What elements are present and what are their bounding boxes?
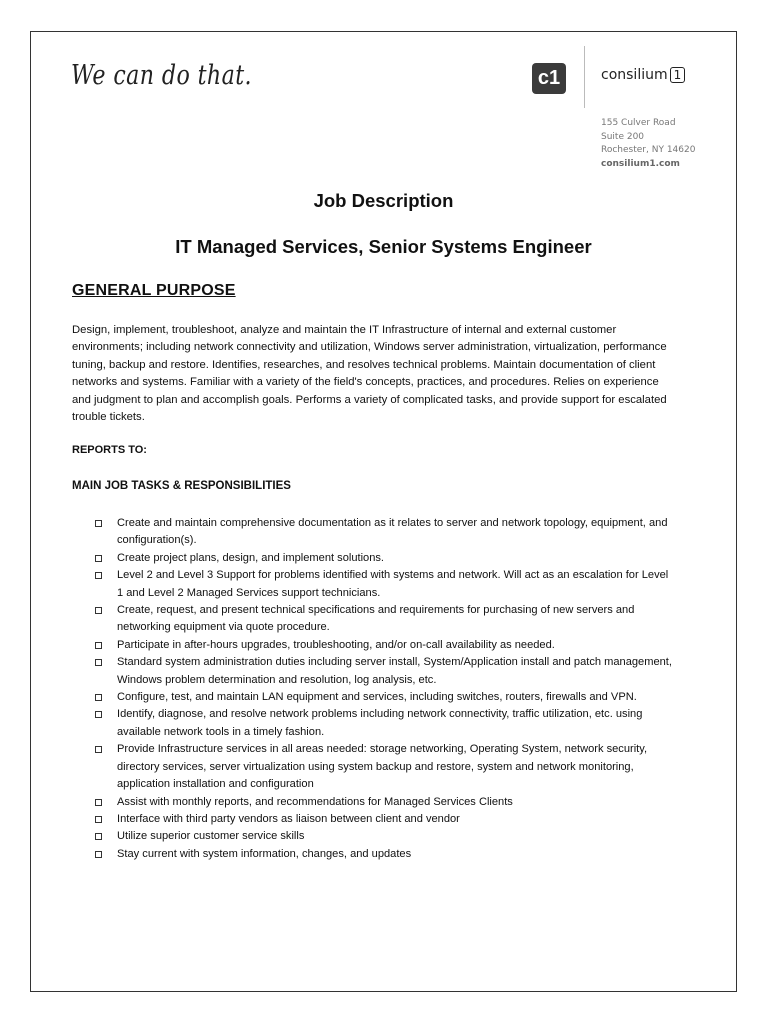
checkbox-bullet-icon — [95, 520, 102, 527]
checkbox-bullet-icon — [95, 572, 102, 579]
list-item — [93, 846, 673, 863]
list-item-text: Create, request, and present technical specifications and requirements for purchasing of new servers and networking equipment via quote procedure. — [117, 604, 635, 634]
checkbox-bullet-icon — [95, 607, 102, 614]
document-page — [30, 31, 737, 992]
checkbox-bullet-icon — [95, 816, 102, 823]
address-line: Suite 200 — [601, 131, 645, 142]
list-item — [93, 602, 673, 637]
list-item — [93, 794, 673, 811]
checkbox-bullet-icon — [95, 642, 102, 649]
tasks-list — [93, 515, 673, 863]
logo-divider — [584, 46, 585, 108]
list-item-text: Stay current with system information, changes, and updates — [117, 847, 412, 860]
checkbox-bullet-icon — [95, 851, 102, 858]
list-item — [93, 811, 673, 828]
company-website: consilium1.com — [601, 158, 680, 169]
list-item-text: Utilize superior customer service skills — [117, 830, 305, 843]
list-item-text: Identify, diagnose, and resolve network problems including network connectivity, traffic utilization, etc. using available network tools in a timely fashion. — [117, 708, 643, 738]
list-item — [93, 706, 673, 741]
address-line: Rochester, NY 14620 — [601, 145, 696, 155]
checkbox-bullet-icon — [95, 711, 102, 718]
list-item — [93, 550, 673, 567]
job-title: IT Managed Services, Senior Systems Engineer — [175, 236, 592, 257]
company-address — [601, 117, 695, 171]
checkbox-bullet-icon — [95, 746, 102, 753]
list-item-text: Provide Infrastructure services in all areas needed: storage networking, Operating System, network security, directory services, server virtualization using system backup and restore, system and network monitoring, application installation and configuration — [117, 743, 648, 791]
reports-to-label: REPORTS TO: — [72, 444, 147, 456]
address-line: 155 Culver Road — [601, 118, 676, 128]
list-item — [93, 689, 673, 706]
checkbox-bullet-icon — [95, 799, 102, 806]
checkbox-bullet-icon — [95, 833, 102, 840]
checkbox-bullet-icon — [95, 555, 102, 562]
list-item-text: Participate in after-hours upgrades, troubleshooting, and/or on-call availability as needed. — [117, 638, 555, 651]
list-item — [93, 828, 673, 845]
document-title: Job Description — [313, 190, 454, 211]
list-item-text: Standard system administration duties including server install, System/Application install and patch management, Windows problem determination and resolution, log analysis, etc. — [117, 656, 672, 686]
tasks-heading: MAIN JOB TASKS & RESPONSIBILITIES — [72, 480, 291, 492]
list-item-text: Assist with monthly reports, and recommendations for Managed Services Clients — [117, 795, 513, 808]
list-item — [93, 515, 673, 550]
list-item — [93, 654, 673, 689]
c1-logo-badge: c1 — [532, 63, 566, 94]
list-item-text: Create and maintain comprehensive documentation as it relates to server and network topology, equipment, and configuration(s). — [117, 517, 668, 547]
general-purpose-text: Design, implement, troubleshoot, analyze and maintain the IT Infrastructure of internal and external customer environments; including network connectivity and utilization, Windows server administration, virtualization, performance tuning, backup and restore. Identifies, researches, and resolves technical problems. Maintain documentation of client networks and systems. Familiar with a variety of the field's concepts, practices, and procedures. Relies on experience and judgment to plan and accomplish goals. Performs a variety of complicated tasks, and provide support for escalated trouble tickets. — [72, 324, 667, 424]
checkbox-bullet-icon — [95, 659, 102, 666]
list-item — [93, 637, 673, 654]
list-item-text: Create project plans, design, and implement solutions. — [117, 551, 385, 564]
list-item-text: Configure, test, and maintain LAN equipment and services, including switches, routers, firewalls and VPN. — [117, 691, 637, 704]
brand-name: consilium — [601, 67, 668, 83]
brand-logo — [601, 67, 685, 83]
tagline: We can do that. — [71, 60, 252, 91]
list-item — [93, 741, 673, 793]
list-item-text: Level 2 and Level 3 Support for problems identified with systems and network. Will act as an escalation for Level 1 and Level 2 Managed Services support technicians. — [117, 569, 669, 599]
general-purpose-heading: GENERAL PURPOSE — [72, 282, 236, 299]
list-item-text: Interface with third party vendors as liaison between client and vendor — [117, 812, 460, 825]
list-item — [93, 567, 673, 602]
checkbox-bullet-icon — [95, 694, 102, 701]
brand-number-box: 1 — [670, 67, 686, 83]
